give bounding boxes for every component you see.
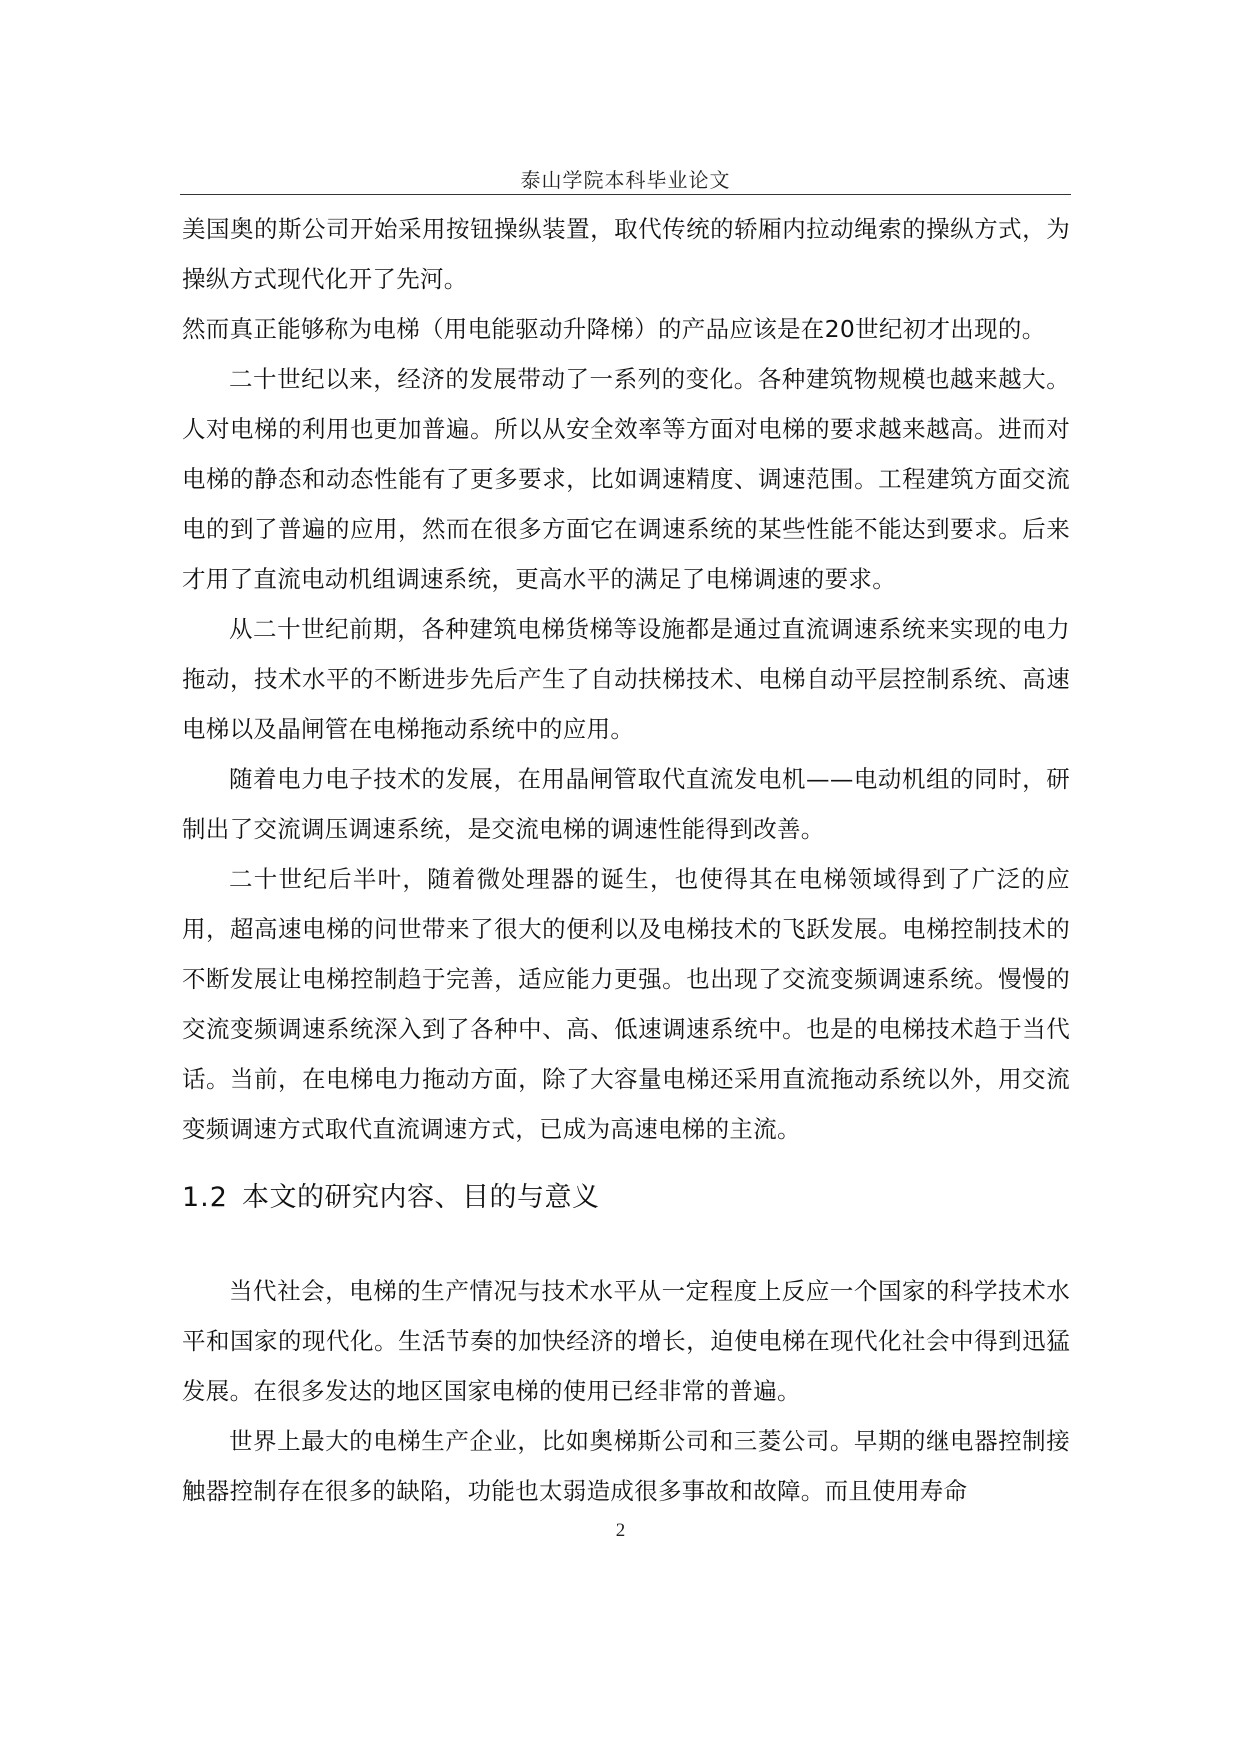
- section-title: 本文的研究内容、目的与意义: [241, 1182, 600, 1213]
- paragraph-4: 从二十世纪前期，各种建筑电梯货梯等设施都是通过直流调速系统来实现的电力拖动，技术水平的不断进步先后产生了自动扶梯技术、电梯自动平层控制系统、高速电梯以及晶闸管在电梯拖动系统中的应用。: [182, 615, 1070, 743]
- section-number: 1.2: [182, 1182, 228, 1213]
- section-heading: [182, 1178, 1070, 1218]
- paragraph-5: 随着电力电子技术的发展，在用晶闸管取代直流发电机——电动机组的同时，研制出了交流调压调速系统，是交流电梯的调速性能得到改善。: [182, 765, 1070, 843]
- paragraph-6: 二十世纪后半叶，随着微处理器的诞生，也使得其在电梯领域得到了广泛的应用，超高速电梯的问世带来了很大的便利以及电梯技术的飞跃发展。电梯控制技术的不断发展让电梯控制趋于完善，适应能力更强。也出现了交流变频调速系统。慢慢的交流变频调速系统深入到了各种中、高、低速调速系统中。也是的电梯技术趋于当代话。当前，在电梯电力拖动方面，除了大容量电梯还采用直流拖动系统以外，用交流变频调速方式取代直流调速方式，已成为高速电梯的主流。: [182, 865, 1070, 1143]
- page-body: [182, 204, 1070, 1516]
- paragraph-3: 二十世纪以来，经济的发展带动了一系列的变化。各种建筑物规模也越来越大。人对电梯的利用也更加普遍。所以从安全效率等方面对电梯的要求越来越高。进而对电梯的静态和动态性能有了更多要求，比如调速精度、调速范围。工程建筑方面交流电的到了普遍的应用，然而在很多方面它在调速系统的某些性能不能达到要求。后来才用了直流电动机组调速系统，更高水平的满足了电梯调速的要求。: [182, 365, 1070, 593]
- header-divider: [180, 194, 1071, 195]
- paragraph-1: 美国奥的斯公司开始采用按钮操纵装置，取代传统的轿厢内拉动绳索的操纵方式，为操纵方式现代化开了先河。: [182, 215, 1070, 293]
- running-header: 泰山学院本科毕业论文: [520, 168, 731, 192]
- page-number: 2: [615, 1520, 626, 1541]
- paragraph-7: 当代社会，电梯的生产情况与技术水平从一定程度上反应一个国家的科学技术水平和国家的现代化。生活节奏的加快经济的增长，迫使电梯在现代化社会中得到迅猛发展。在很多发达的地区国家电梯的使用已经非常的普遍。: [182, 1277, 1070, 1405]
- paragraph-2: 然而真正能够称为电梯（用电能驱动升降梯）的产品应该是在20世纪初才出现的。: [182, 315, 1046, 343]
- paragraph-8: 世界上最大的电梯生产企业，比如奥梯斯公司和三菱公司。早期的继电器控制接触器控制存在很多的缺陷，功能也太弱造成很多事故和故障。而且使用寿命: [182, 1427, 1070, 1505]
